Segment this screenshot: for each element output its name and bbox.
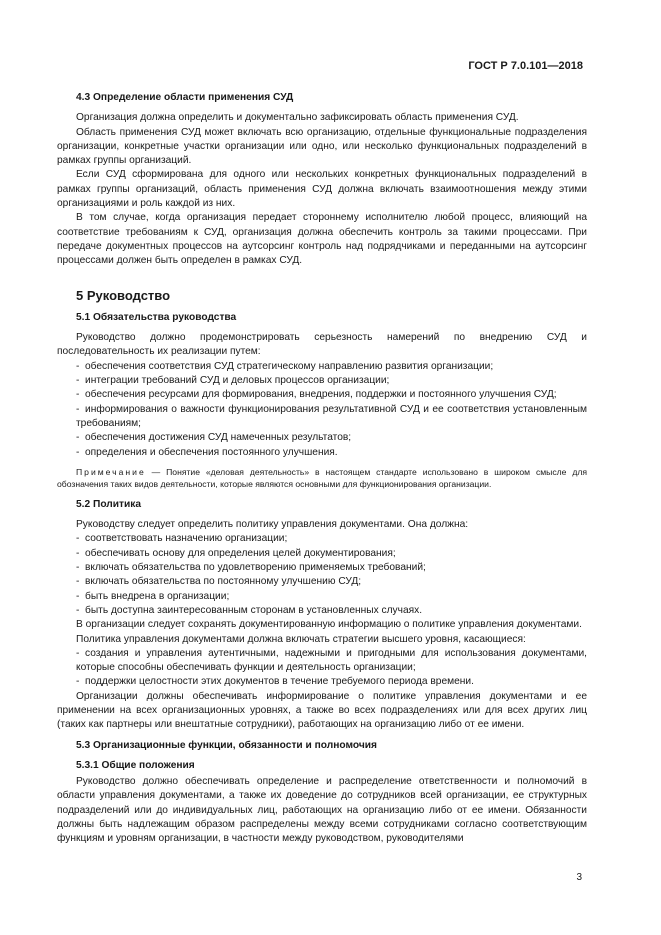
list-item: - определения и обеспечения постоянного улучшения. — [76, 446, 338, 458]
document-body — [57, 91, 587, 847]
paragraph: Организация должна определить и документально зафиксировать область применения СУД. — [76, 112, 519, 124]
section-4-3-title: 4.3 Определение области применения СУД — [76, 92, 294, 103]
list-item: - соответствовать назначению организации; — [76, 533, 288, 545]
paragraph: Область применения СУД может включать всю организацию, отдельные функциональные подразделения организации, конкретные участки организации или одно, или несколько функциональных подразделений в рамках группы организаций. — [57, 126, 587, 167]
section-5-1-title: 5.1 Обязательства руководства — [76, 311, 237, 323]
paragraph: Руководство должно продемонстрировать серьезность намерений по внедрению СУД и последовательность их реализации путем: — [57, 332, 587, 358]
note-label: Примечание — [76, 466, 146, 477]
paragraph: Политика управления документами должна включать стратегии высшего уровня, касающиеся: — [76, 633, 526, 645]
list-item: - обеспечивать основу для определения целей документирования; — [76, 547, 396, 559]
list-item: - включать обязательства по удовлетворению применяемых требований; — [76, 562, 426, 574]
list-item: - быть доступна заинтересованным сторонам в установленных случаях. — [76, 604, 423, 616]
list-item: - поддержки целостности этих документов в течение требуемого периода времени. — [76, 676, 474, 688]
paragraph: Если СУД сформирована для одного или нескольких конкретных функциональных подразделений в рамках группы организаций, область применения СУД должна включать взаимоотношения между этими организациями и роль каждой из них. — [57, 169, 587, 210]
paragraph: Организации должны обеспечивать информирование о политике управления документами и ее применении на всех организационных уровнях, а также во всех подразделениях или для всех других лиц (таких как партнеры или внештатные сотрудники), работающих на организацию либо от ее имени. — [57, 690, 587, 731]
list-item: - обеспечения ресурсами для формирования, внедрения, поддержки и постоянного улучшения СУД; — [76, 389, 557, 401]
list-item: - создания и управления аутентичными, надежными и пригодными для использования документами, которые способны обеспечивать функции и деятельность организации; — [76, 647, 587, 674]
list-item: - обеспечения достижения СУД намеченных результатов; — [76, 432, 352, 444]
paragraph: В том случае, когда организация передает стороннему исполнителю любой процесс, влияющий на соответствие требованиям к СУД, организация должна обеспечить контроль за такими процессами. При передаче документных процессов на аутсорсинг контроль над подрядчиками и переданными на аутсорсинг процессами должен быть определен в рамках СУД. — [57, 212, 587, 267]
list-item: - интеграции требований СУД и деловых процессов организации; — [76, 375, 390, 387]
paragraph: Руководство должно обеспечивать определение и распределение ответственности и полномочий в области управления документами, а также их доведение до сотрудников всей организации, ее структурных подразделений или до индивидуальных лиц, работающих на организацию либо от ее имени. Обязанности должны быть надлежащим образом распределены между всеми сотрудниками согласно соответствующим функциям и уровням организации, в частности между руководством, руководителями — [57, 776, 587, 845]
list-item: - обеспечения соответствия СУД стратегическому направлению развития организации; — [76, 360, 494, 372]
section-5-3-title: 5.3 Организационные функции, обязанности и полномочия — [76, 739, 377, 751]
section-5-2-title: 5.2 Политика — [76, 498, 142, 510]
note — [57, 466, 587, 490]
standard-header: ГОСТ Р 7.0.101—2018 — [468, 60, 583, 72]
list-item: - информирования о важности функционирования результативной СУД и ее соответствия установленным требованиям; — [76, 403, 587, 429]
list-item: - быть внедрена в организации; — [76, 590, 230, 602]
section-5-title: 5 Руководство — [76, 287, 171, 303]
list-item: - включать обязательства по постоянному улучшению СУД; — [76, 576, 362, 588]
page-number: 3 — [576, 872, 582, 883]
section-5-3-1-title: 5.3.1 Общие положения — [76, 759, 195, 771]
paragraph: Руководству следует определить политику управления документами. Она должна: — [76, 519, 469, 531]
note-text: — Понятие «деловая деятельность» в настоящем стандарте использовано в широком смысле для обозначения таких видов деятельности, которые являются основными для функционирования организации. — [57, 466, 587, 489]
paragraph: В организации следует сохранять документированную информацию о политике управления документами. — [76, 619, 582, 631]
